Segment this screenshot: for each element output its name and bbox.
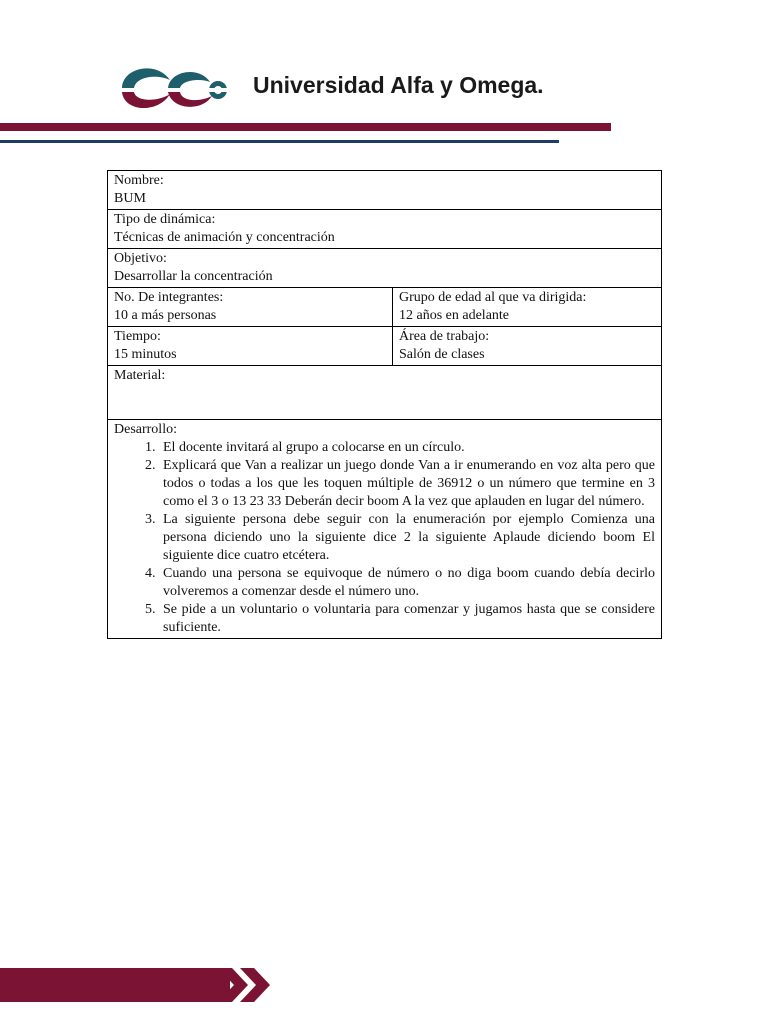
objetivo-label: Objetivo:	[114, 251, 167, 266]
cell-desarrollo	[108, 420, 662, 639]
header-rule-maroon	[0, 123, 611, 131]
desarrollo-label: Desarrollo:	[114, 422, 177, 437]
row-objetivo	[108, 249, 662, 288]
tiempo-label: Tiempo:	[114, 329, 161, 344]
list-item: 3. La siguiente persona debe seguir con la enumeración por ejemplo Comienza una persona diciendo uno la siguiente dice 2 la siguiente Aplaude diciendo boom El siguiente dice cuatro etcétera.	[159, 511, 655, 565]
grupo-edad-value: 12 años en adelante	[399, 308, 510, 323]
list-item: 4. Cuando una persona se equivoque de número o no diga boom cuando debía decirlo volveremos a comenzar desde el número uno.	[159, 565, 655, 601]
row-integrantes-edad	[108, 288, 662, 327]
cell-material	[108, 366, 662, 420]
tipo-label: Tipo de dinámica:	[114, 212, 216, 227]
header-rule-navy	[0, 140, 559, 143]
cell-grupo-edad	[393, 288, 662, 327]
row-material	[108, 366, 662, 420]
cell-nombre	[108, 171, 662, 210]
double-chevron-right-icon	[218, 968, 286, 1002]
cell-tiempo	[108, 327, 393, 366]
list-item: 1. El docente invitará al grupo a colocarse en un círculo.	[159, 439, 655, 457]
material-label: Material:	[114, 368, 166, 383]
integrantes-value: 10 a más personas	[114, 308, 217, 323]
grupo-edad-label: Grupo de edad al que va dirigida:	[399, 290, 587, 305]
activity-form-table	[107, 170, 662, 639]
nombre-value: BUM	[114, 191, 146, 206]
row-tipo	[108, 210, 662, 249]
university-name: Universidad Alfa y Omega.	[253, 72, 544, 98]
cell-tipo	[108, 210, 662, 249]
list-item: 5. Se pide a un voluntario o voluntaria para comenzar y jugamos hasta que se considere suficiente.	[159, 601, 655, 637]
list-item: 2. Explicará que Van a realizar un juego donde Van a ir enumerando en voz alta pero que todos o todas a los que les toquen múltiple de 36912 o un número que termine en 3 como el 3 o 13 23 33 Deberán decir boom A la vez que aplauden en lugar del número.	[159, 457, 655, 511]
tiempo-value: 15 minutos	[114, 347, 177, 362]
desarrollo-steps	[114, 439, 655, 637]
nombre-label: Nombre:	[114, 173, 164, 188]
tipo-value: Técnicas de animación y concentración	[114, 230, 335, 245]
integrantes-label: No. De integrantes:	[114, 290, 224, 305]
footer-bar	[0, 968, 230, 1002]
cell-integrantes	[108, 288, 393, 327]
cell-area	[393, 327, 662, 366]
area-label: Área de trabajo:	[399, 329, 490, 344]
area-value: Salón de clases	[399, 347, 485, 362]
university-logo	[118, 54, 236, 116]
objetivo-value: Desarrollar la concentración	[114, 269, 273, 284]
row-nombre	[108, 171, 662, 210]
row-tiempo-area	[108, 327, 662, 366]
cell-objetivo	[108, 249, 662, 288]
row-desarrollo	[108, 420, 662, 639]
